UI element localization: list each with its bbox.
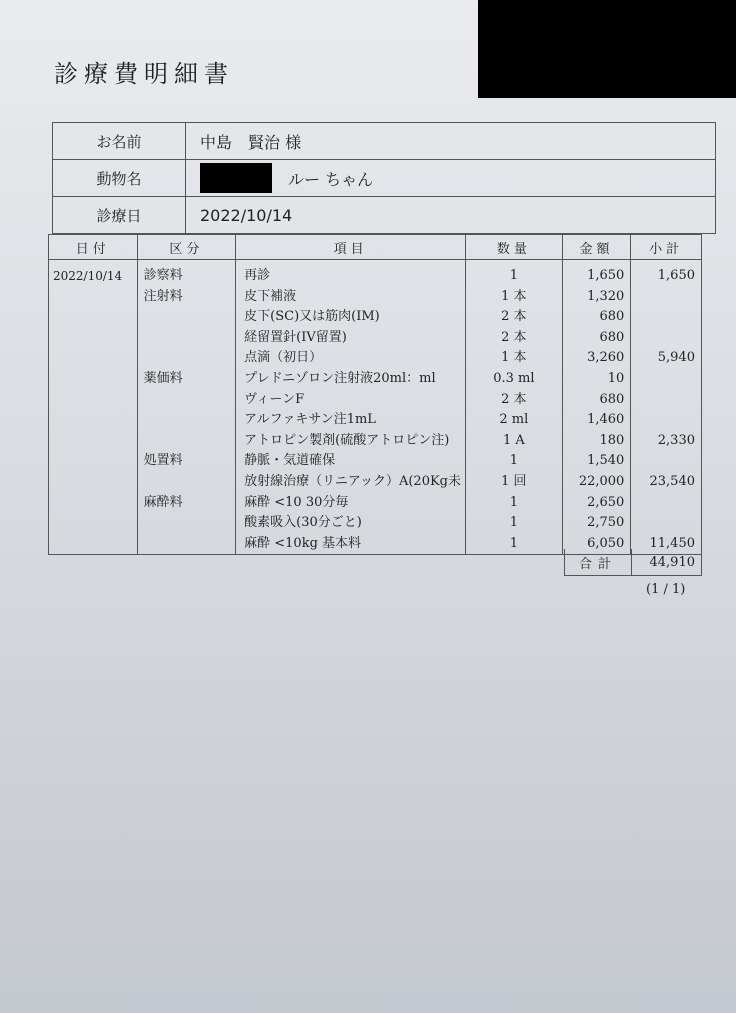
table-cell-quantity: 2 本	[501, 391, 527, 407]
owner-label: お名前	[53, 123, 186, 159]
animal-value-cell	[186, 160, 715, 196]
animal-value: ルー ちゃん	[288, 169, 374, 189]
table-cell-date	[49, 513, 137, 534]
date-row	[53, 197, 715, 233]
column-quantity	[466, 260, 563, 554]
table-cell-date	[49, 369, 137, 390]
redaction-block	[478, 0, 736, 98]
total-box	[564, 549, 702, 576]
header-item: 項目	[236, 235, 466, 259]
table-cell-amount: 680	[599, 329, 625, 345]
table-cell-amount: 2,750	[587, 515, 625, 531]
table-cell-category: 注射料	[143, 288, 183, 304]
table-cell-amount: 180	[599, 432, 625, 448]
table-cell-quantity: 0.3 ml	[493, 370, 535, 386]
date-label: 診療日	[53, 197, 186, 233]
column-item	[236, 260, 466, 554]
table-cell-amount: 1,650	[587, 268, 625, 283]
table-cell-category	[138, 431, 236, 452]
table-cell-amount: 680	[599, 391, 625, 407]
table-cell-subtotal	[631, 451, 701, 472]
table-cell-quantity: 1	[509, 494, 518, 510]
table-cell-date	[49, 472, 137, 493]
table-cell-category	[138, 472, 236, 493]
table-cell-date	[49, 431, 137, 452]
table-cell-category: 処置料	[143, 453, 183, 469]
detail-table	[48, 234, 702, 555]
table-cell-category	[138, 307, 236, 328]
table-cell-subtotal	[631, 390, 701, 411]
table-cell-quantity: 1 本	[501, 350, 527, 366]
table-cell-date	[49, 328, 137, 349]
header-subtotal: 小計	[649, 241, 684, 257]
table-cell-category: 診察料	[143, 268, 183, 283]
total-value: 44,910	[649, 554, 695, 570]
table-cell-subtotal: 2,330	[657, 432, 695, 448]
table-cell-item: 静脈・気道確保	[244, 453, 336, 469]
animal-row	[53, 160, 715, 197]
table-cell-date	[49, 287, 137, 308]
table-cell-category	[138, 410, 236, 431]
table-cell-quantity: 1	[509, 515, 518, 531]
table-cell-amount: 6,050	[587, 535, 625, 551]
column-subtotal	[631, 260, 701, 554]
table-cell-subtotal	[631, 513, 701, 534]
table-cell-category	[138, 348, 236, 369]
column-amount	[563, 260, 632, 554]
table-cell-quantity: 1 本	[501, 288, 527, 304]
table-cell-category	[138, 328, 236, 349]
header-category: 区分	[138, 235, 237, 259]
table-cell-subtotal: 23,540	[649, 473, 695, 489]
column-date	[49, 260, 138, 554]
table-cell-quantity: 1	[509, 453, 518, 469]
table-cell-item: プレドニゾロン注射液20ml：ml	[244, 370, 436, 386]
owner-value: 中島 賢治 様	[200, 132, 302, 152]
table-cell-date	[49, 348, 137, 369]
table-cell-date	[49, 451, 137, 472]
table-cell-subtotal	[631, 410, 701, 431]
table-cell-date	[49, 493, 137, 514]
table-cell-quantity: 2 ml	[499, 412, 529, 428]
patient-info-table	[52, 122, 716, 234]
table-cell-quantity: 1	[509, 268, 518, 283]
table-cell-date	[49, 390, 137, 411]
table-cell-category	[138, 513, 236, 534]
header-date: 日付	[49, 235, 138, 259]
table-cell-amount: 1,540	[587, 453, 625, 469]
table-cell-subtotal: 1,650	[657, 268, 695, 283]
table-cell-date: 2022/10/14	[53, 269, 123, 283]
table-cell-item: 麻酔 <10kg 基本料	[244, 535, 362, 551]
page-number: (1 / 1)	[646, 582, 686, 597]
table-cell-amount: 680	[599, 309, 625, 325]
table-cell-category	[138, 390, 236, 411]
table-cell-item: アトロピン製剤(硫酸アトロピン注)	[244, 432, 450, 448]
table-cell-item: 再診	[244, 268, 271, 283]
total-label: 合計	[565, 549, 632, 575]
table-cell-subtotal: 11,450	[649, 535, 695, 551]
header-amount: 金額	[563, 235, 632, 259]
table-cell-item: アルファキサン注1mL	[244, 412, 376, 428]
table-cell-subtotal	[631, 307, 701, 328]
table-cell-date	[49, 534, 137, 555]
table-cell-item: 皮下(SC)又は筋肉(IM)	[244, 309, 380, 325]
table-cell-item: 点滴（初日）	[244, 350, 323, 366]
table-cell-subtotal: 5,940	[657, 350, 695, 366]
table-cell-amount: 10	[607, 370, 625, 386]
table-cell-item: 皮下補液	[244, 288, 297, 304]
detail-body	[49, 260, 701, 554]
animal-redaction	[200, 163, 272, 193]
table-cell-date	[49, 410, 137, 431]
document-title: 診療費明細書	[54, 60, 234, 88]
table-cell-subtotal	[631, 328, 701, 349]
table-cell-amount: 22,000	[578, 473, 625, 489]
table-cell-amount: 1,320	[587, 288, 625, 304]
table-cell-item: 放射線治療（リニアック）A(20Kg未	[244, 473, 462, 489]
column-category	[138, 260, 237, 554]
header-quantity: 数量	[466, 235, 563, 259]
table-cell-amount: 1,460	[587, 412, 625, 428]
table-cell-date	[49, 307, 137, 328]
table-cell-quantity: 2 本	[501, 309, 527, 325]
owner-row	[53, 123, 715, 160]
table-cell-quantity: 1	[509, 535, 518, 551]
table-cell-amount: 2,650	[587, 494, 625, 510]
table-cell-item: 酸素吸入(30分ごと)	[244, 515, 362, 531]
table-cell-subtotal	[631, 369, 701, 390]
table-cell-quantity: 1 A	[502, 432, 525, 448]
table-cell-item: ヴィーンF	[244, 391, 305, 407]
animal-label: 動物名	[53, 160, 186, 196]
table-cell-item: 麻酔 <10 30分毎	[244, 494, 349, 510]
table-cell-category	[138, 534, 236, 555]
detail-header	[49, 235, 701, 260]
table-cell-quantity: 1 回	[501, 473, 527, 489]
table-cell-quantity: 2 本	[501, 329, 527, 345]
table-cell-subtotal	[631, 493, 701, 514]
table-cell-item: 経留置針(IV留置)	[244, 329, 347, 345]
date-value: 2022/10/14	[200, 205, 293, 225]
table-cell-amount: 3,260	[587, 350, 625, 366]
table-cell-subtotal	[631, 287, 701, 308]
table-cell-category: 薬価料	[143, 370, 183, 386]
table-cell-category: 麻酔料	[143, 494, 183, 510]
